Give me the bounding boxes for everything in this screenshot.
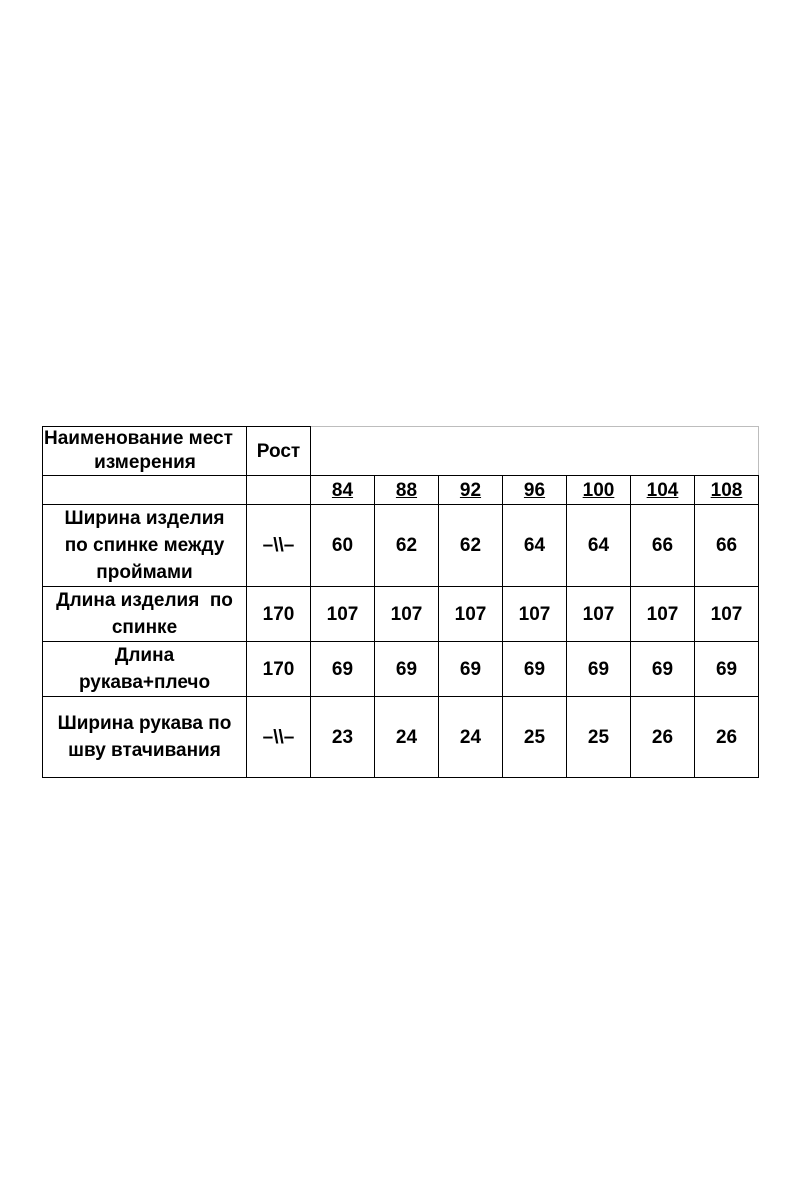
value-cell: 69 (695, 642, 759, 697)
size-label: 92 (459, 479, 482, 501)
size-label: 88 (395, 479, 418, 501)
value-cell: 107 (567, 587, 631, 642)
measurement-name-line: проймами (96, 562, 193, 583)
value-cell: 107 (631, 587, 695, 642)
measurement-name-line: шву втачивания (68, 740, 221, 761)
measurement-name-header-line1: Наименование мест (44, 428, 233, 449)
value-cell: 69 (503, 642, 567, 697)
value-cell: 64 (503, 505, 567, 587)
size-label: 96 (523, 479, 546, 501)
value-cell: 26 (631, 697, 695, 778)
size-header-cell (631, 476, 695, 505)
value-cell: 69 (631, 642, 695, 697)
table-row (43, 697, 759, 778)
sizes-row-empty-name (43, 476, 247, 505)
size-header-cell (503, 476, 567, 505)
sizes-header-empty (311, 427, 759, 476)
measurement-name-cell (43, 697, 247, 778)
value-cell: 107 (439, 587, 503, 642)
measurement-name-line: Длина (114, 645, 175, 666)
measurement-name-cell (43, 587, 247, 642)
value-cell: 69 (567, 642, 631, 697)
value-cell: 24 (375, 697, 439, 778)
value-cell: 60 (311, 505, 375, 587)
value-cell: 25 (567, 697, 631, 778)
size-header-cell (311, 476, 375, 505)
value-cell: 23 (311, 697, 375, 778)
measurement-name-header (43, 427, 247, 476)
value-cell: 69 (375, 642, 439, 697)
value-cell: 62 (375, 505, 439, 587)
value-cell: 66 (631, 505, 695, 587)
growth-header: Рост (247, 427, 311, 476)
measurement-name-line: Длина изделия по (56, 590, 233, 611)
size-label: 100 (582, 479, 615, 501)
value-cell: 107 (503, 587, 567, 642)
sizes-row-empty-growth (247, 476, 311, 505)
size-label: 104 (646, 479, 679, 501)
value-cell: 69 (311, 642, 375, 697)
size-header-cell (567, 476, 631, 505)
size-chart-table (42, 426, 759, 778)
value-cell: 64 (567, 505, 631, 587)
value-cell: 66 (695, 505, 759, 587)
value-cell: 26 (695, 697, 759, 778)
table-row (43, 505, 759, 587)
size-label: 108 (710, 479, 743, 501)
measurement-name-line: рукава+плечо (78, 672, 211, 693)
measurement-name-line: по спинке между (64, 535, 225, 556)
growth-cell: –\\– (247, 697, 311, 778)
growth-cell: 170 (247, 587, 311, 642)
measurement-name-line: Ширина изделия (64, 508, 225, 529)
size-header-cell (375, 476, 439, 505)
table-row (43, 587, 759, 642)
value-cell: 107 (311, 587, 375, 642)
growth-cell: –\\– (247, 505, 311, 587)
sizes-row (43, 476, 759, 505)
value-cell: 62 (439, 505, 503, 587)
growth-cell: 170 (247, 642, 311, 697)
value-cell: 25 (503, 697, 567, 778)
value-cell: 107 (695, 587, 759, 642)
measurement-name-cell (43, 642, 247, 697)
measurement-name-header-line2: измерения (94, 452, 196, 473)
table-row (43, 642, 759, 697)
value-cell: 107 (375, 587, 439, 642)
measurement-name-line: Ширина рукава по (57, 713, 232, 734)
value-cell: 69 (439, 642, 503, 697)
size-header-cell (439, 476, 503, 505)
measurement-name-line: спинке (111, 617, 178, 638)
value-cell: 24 (439, 697, 503, 778)
table-header-row (43, 427, 759, 476)
size-header-cell (695, 476, 759, 505)
measurement-name-cell (43, 505, 247, 587)
size-label: 84 (331, 479, 354, 501)
